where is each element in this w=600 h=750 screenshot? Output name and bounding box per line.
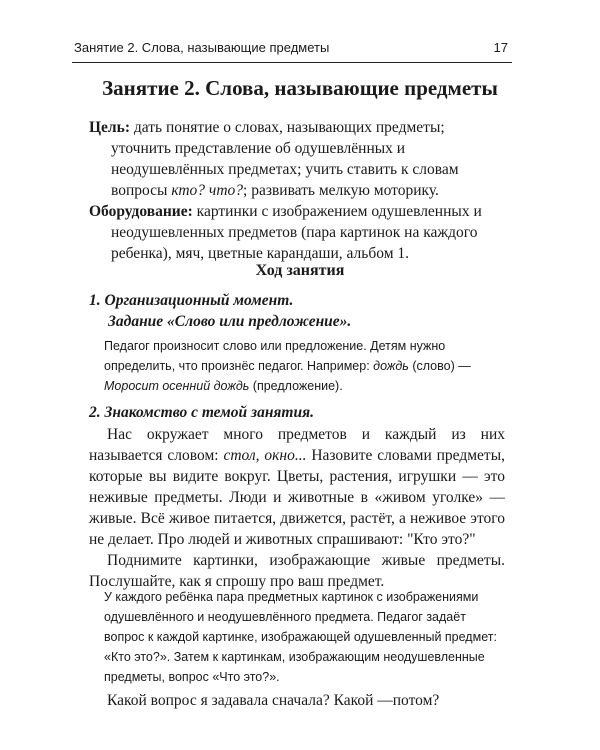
- lesson-objectives: [89, 117, 505, 264]
- running-header: [74, 40, 508, 55]
- example-sentence: Моросит осенний дождь: [104, 379, 250, 393]
- equipment-label: Оборудование:: [89, 203, 193, 220]
- step2-heading: 2. Знакомство с темой занятия.: [89, 404, 314, 421]
- step1-teacher-note: Педагог произносит слово или предложение. Детям нужно определить, что произнёс педагог. Например: дождь (слово) — Моросит осенний дождь (предложение).: [104, 339, 471, 393]
- step2-body: [89, 424, 505, 592]
- step1-task: Задание «Слово или предложение».: [108, 313, 352, 330]
- final-question: Какой вопрос я задавала сначала? Какой —потом?: [107, 692, 440, 709]
- goal-label: Цель:: [89, 119, 130, 136]
- step1-heading-block: [89, 290, 509, 332]
- step2-paragraph-2: Поднимите картинки, изображающие живые предметы. Послушайте, как я спрошу про ваш предмет.: [89, 552, 505, 590]
- course-heading: Ход занятия: [255, 262, 345, 279]
- step1-heading: 1. Организационный момент.: [89, 292, 294, 309]
- example-word: дождь: [373, 359, 409, 373]
- header-divider: [72, 62, 512, 63]
- object-examples: стол, окно...: [223, 447, 307, 464]
- lesson-title: Занятие 2. Слова, называющие предметы: [102, 76, 498, 100]
- goal-text-start: дать понятие о словах, называющих предметы; уточнить представление об одушевлённых и неодушевлённых предметах; учить ставить к словам вопросы: [111, 119, 459, 199]
- step2-paragraph-1: Нас окружает много предметов и каждый из них называется словом: стол, окно... Назовите словами предметы, которые вы видите вокруг. Цветы, растения, игрушки — это неживые предметы. Люди и животные в «живом уголке» — живые. Всё живое питается, движется, растёт, а неживое этого не делает. Про людей и животных спрашивают: "Кто это?": [89, 426, 505, 548]
- equipment-paragraph: [89, 201, 505, 264]
- step2-teacher-note: У каждого ребёнка пара предметных картинок с изображениями одушевлённого и неодушевлённого предмета. Педагог задаёт вопрос к каждой картинке, изображающей одушевленный предмет: «Кто это?». Затем к картинкам, изображающим неодушевленные предметы, вопрос «Что это?».: [104, 590, 497, 684]
- goal-paragraph: [89, 117, 505, 201]
- goal-text-end: ; развивать мелкую моторику.: [243, 182, 439, 199]
- running-title: Занятие 2. Слова, называющие предметы: [74, 40, 330, 55]
- page-number: 17: [493, 40, 508, 55]
- equipment-text: картинки с изображением одушевленных и неодушевленных предметов (пара картинок на каждого ребенка), мяч, цветные карандаши, альбом 1.: [111, 203, 482, 262]
- goal-questions: кто? что?: [171, 182, 244, 199]
